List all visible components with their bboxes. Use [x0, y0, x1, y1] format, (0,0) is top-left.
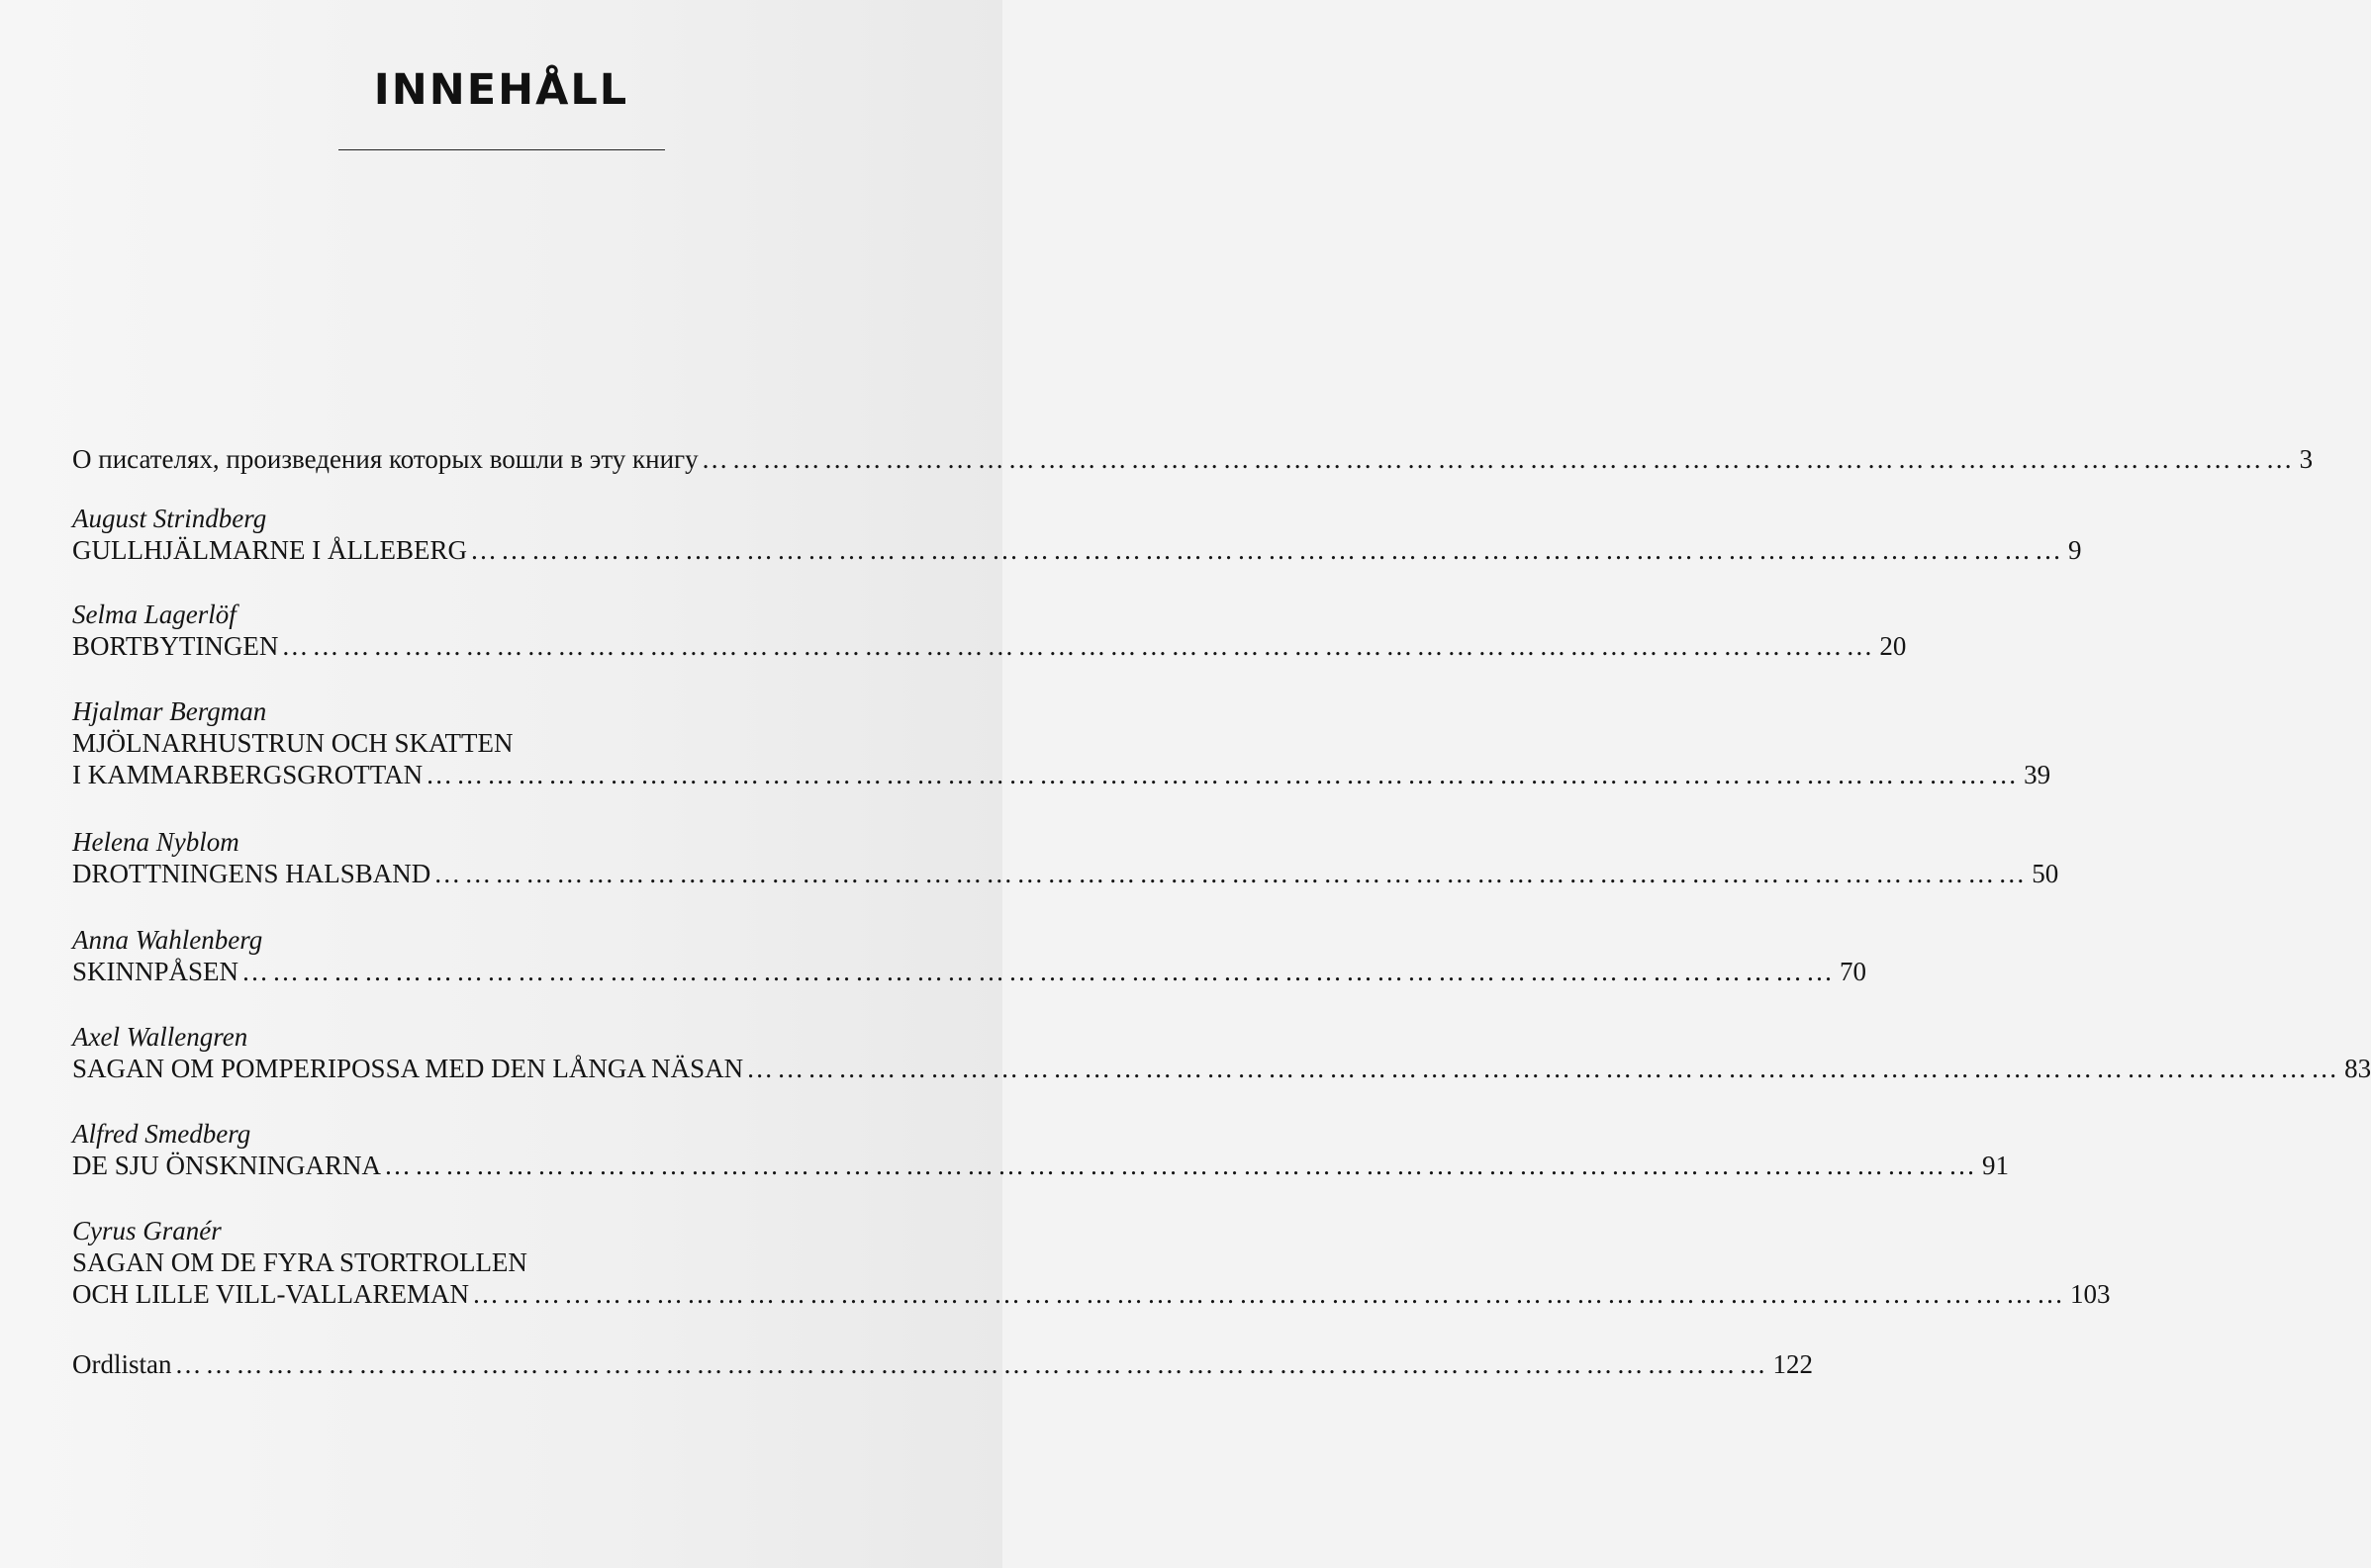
dot-leader: …………………………………………………………………………………………………………………………………………	[384, 1151, 1980, 1180]
toc-line	[72, 630, 1907, 662]
story-title: SAGAN OM POMPERIPOSSA MED DEN LÅNGA NÄSAN	[72, 1054, 744, 1083]
author-name: Helena Nyblom	[72, 827, 239, 857]
story-title: GULLHJÄLMARNE I ÅLLEBERG	[72, 535, 467, 565]
page-title: INNEHÅLL	[373, 65, 629, 115]
toc-line	[72, 858, 2059, 889]
story-title: SKINNPÅSEN	[72, 957, 239, 986]
author-name: Selma Lagerlöf	[72, 600, 237, 629]
author-name: Alfred Smedberg	[72, 1119, 251, 1149]
author-name: Axel Wallengren	[72, 1022, 248, 1052]
toc-entry	[72, 695, 2051, 790]
toc-entry	[72, 503, 2082, 566]
author-name: Cyrus Granér	[72, 1216, 222, 1245]
toc-entry	[72, 924, 1867, 987]
page-number: 9	[2067, 535, 2082, 565]
page-number: 83	[2344, 1054, 2371, 1083]
page-number: 91	[1982, 1151, 2010, 1180]
toc-entry	[72, 1021, 2371, 1084]
toc-line	[72, 1053, 2371, 1084]
page-number: 50	[2032, 859, 2059, 888]
toc-line	[72, 1150, 2010, 1181]
toc-line	[72, 1348, 1813, 1380]
toc-line	[72, 534, 2082, 566]
toc-entry	[72, 599, 1907, 662]
glossary-page: 122	[1772, 1349, 1813, 1379]
toc-entry	[72, 826, 2059, 889]
dot-leader: …………………………………………………………………………………………………………………………………………	[701, 444, 2297, 474]
toc-line	[72, 956, 1867, 987]
story-title: BORTBYTINGEN	[72, 631, 279, 661]
author-name: August Strindberg	[72, 504, 267, 533]
dot-leader: …………………………………………………………………………………………………………………………………………	[174, 1349, 1770, 1379]
dot-leader: …………………………………………………………………………………………………………………………………………	[241, 957, 1838, 986]
toc-glossary	[72, 1348, 1813, 1380]
toc-intro	[72, 443, 2314, 475]
dot-leader: …………………………………………………………………………………………………………………………………………	[469, 535, 2065, 565]
story-title-line-1: MJÖLNARHUSTRUN OCH SKATTEN	[72, 728, 514, 758]
toc-intro-page: 3	[2299, 444, 2314, 474]
dot-leader: …………………………………………………………………………………………………………………………………………	[426, 760, 2022, 789]
story-title-line-2: I KAMMARBERGSGROTTAN	[72, 760, 424, 789]
page-number: 103	[2069, 1279, 2111, 1309]
page-number: 70	[1840, 957, 1867, 986]
author-name: Anna Wahlenberg	[72, 925, 263, 955]
page-number: 20	[1879, 631, 1907, 661]
toc-line	[72, 1278, 2111, 1310]
story-title: DROTTNINGENS HALSBAND	[72, 859, 431, 888]
dot-leader: …………………………………………………………………………………………………………………………………………	[746, 1054, 2342, 1083]
toc-line	[72, 443, 2314, 475]
author-name: Hjalmar Bergman	[72, 696, 267, 726]
dot-leader: …………………………………………………………………………………………………………………………………………	[281, 631, 1877, 661]
toc-entry	[72, 1118, 2010, 1181]
toc-line	[72, 759, 2051, 790]
dot-leader: …………………………………………………………………………………………………………………………………………	[433, 859, 2030, 888]
story-title-line-1: SAGAN OM DE FYRA STORTROLLEN	[72, 1247, 527, 1277]
story-title: DE SJU ÖNSKNINGARNA	[72, 1151, 382, 1180]
page-number: 39	[2024, 760, 2051, 789]
toc-entry	[72, 1215, 2111, 1310]
dot-leader: …………………………………………………………………………………………………………………………………………	[471, 1279, 2067, 1309]
title-underline	[338, 149, 665, 150]
story-title-line-2: OCH LILLE VILL-VALLAREMAN	[72, 1279, 469, 1309]
toc-intro-title: О писателях, произведения которых вошли в эту книгу	[72, 444, 699, 474]
glossary-title: Ordlistan	[72, 1349, 172, 1379]
